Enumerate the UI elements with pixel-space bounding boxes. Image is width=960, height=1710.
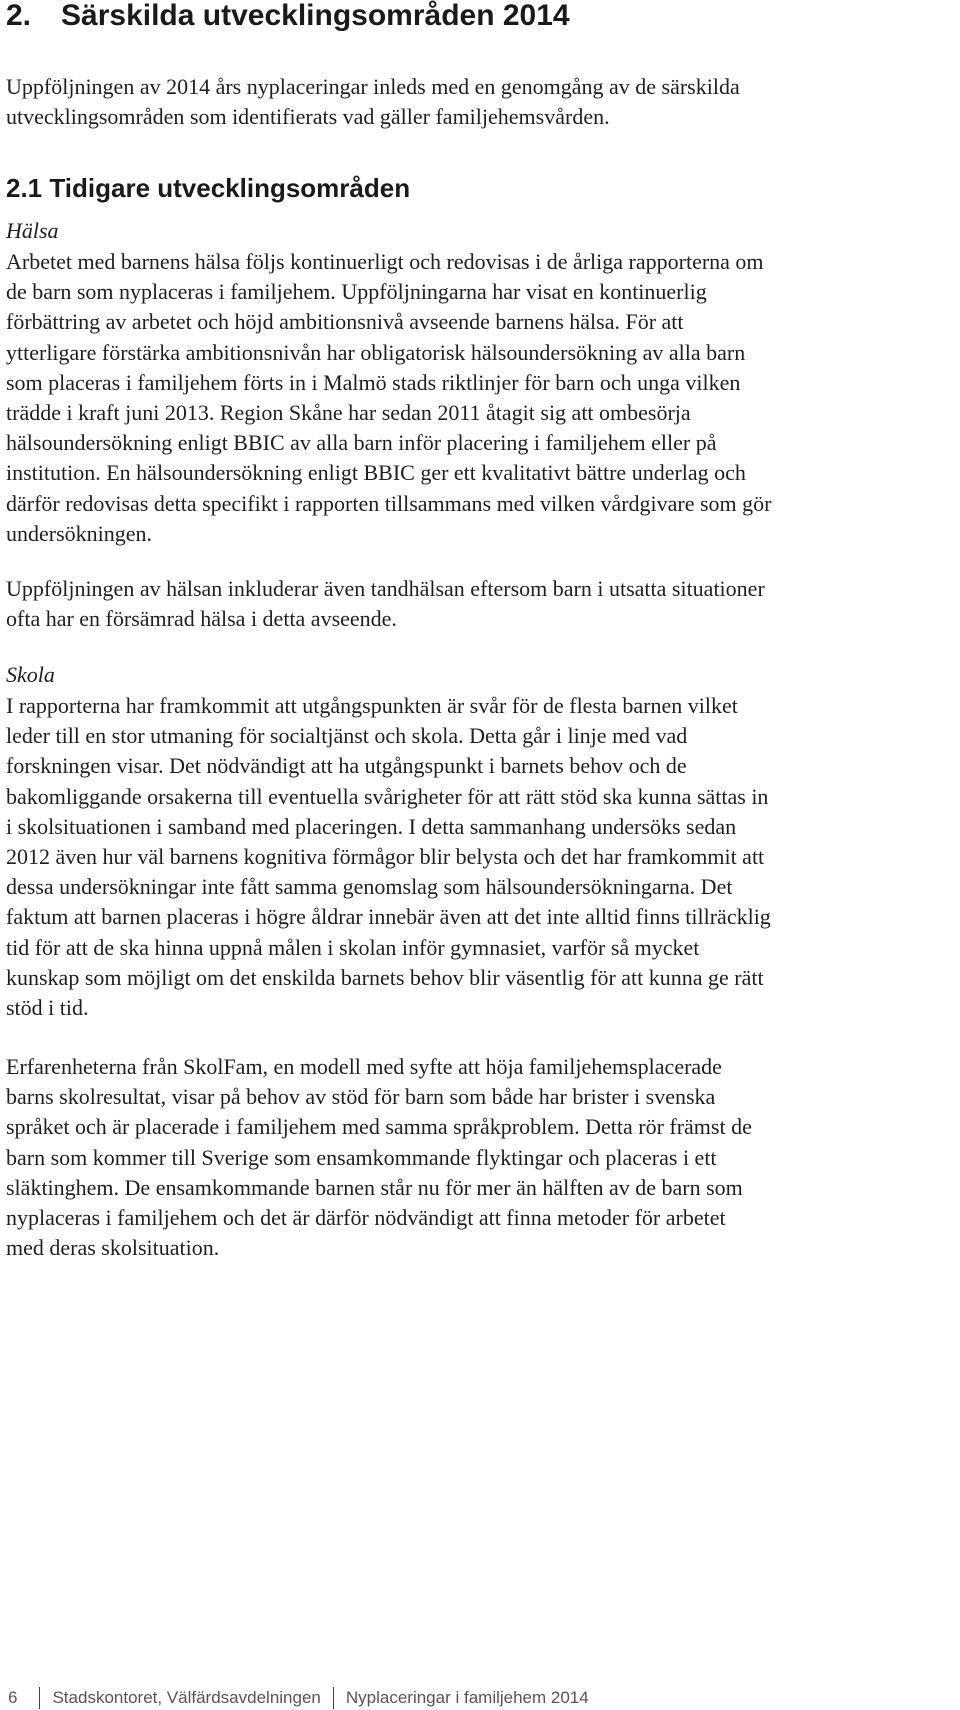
skola-paragraph-1	[6, 691, 771, 1023]
text-line: faktum att barnen placeras i högre åldrar innebär även att det inte alltid finns tillräcklig	[6, 904, 771, 930]
text-line: nyplaceras i familjehem och det är därför nödvändigt att finna metoder för arbetet	[6, 1205, 726, 1231]
text-line: leder till en stor utmaning för socialtjänst och skola. Detta går i linje med vad	[6, 723, 688, 749]
text-line: forskningen visar. Det nödvändigt att ha utgångspunkt i barnets behov och de	[6, 753, 687, 779]
text-line: institution. En hälsoundersökning enligt BBIC ger ett kvalitativt bättre underlag och	[6, 460, 746, 486]
text-line: I rapporterna har framkommit att utgångspunkten är svår för de flesta barnen vilket	[6, 693, 738, 718]
text-line: Erfarenheterna från SkolFam, en modell med syfte att höja familjehemsplacerade	[6, 1054, 722, 1079]
footer-divider	[333, 1687, 334, 1709]
footer-report-title: Nyplaceringar i familjehem 2014	[345, 1688, 589, 1707]
text-line: som placeras i familjehem förts in i Malmö stads riktlinjer för barn och unga vilken	[6, 369, 741, 395]
text-line: trädde i kraft juni 2013. Region Skåne har sedan 2011 åtagit sig att ombesörja	[6, 400, 691, 426]
text-line: Uppföljningen av 2014 års nyplaceringar inleds med en genomgång av de särskilda	[6, 74, 740, 99]
text-line: släktinghem. De ensamkommande barnen står nu för mer än hälften av de barn som	[6, 1174, 743, 1200]
text-line: barn som kommer till Sverige som ensamkommande flyktingar och placeras i ett	[6, 1144, 717, 1170]
text-line: ytterligare förstärka ambitionsnivån har obligatorisk hälsoundersökning av alla barn	[6, 339, 746, 365]
halsa-paragraph-2	[6, 574, 765, 634]
footer-organization: Stadskontoret, Välfärdsavdelningen	[52, 1688, 321, 1707]
text-line: förbättring av arbetet och höjd ambitionsnivå avseende barnens hälsa. För att	[6, 309, 684, 335]
text-line: utvecklingsområden som identifierats vad gäller familjehemsvården.	[6, 104, 610, 130]
text-line: språket och är placerade i familjehem med samma språkproblem. Detta rör främst de	[6, 1114, 752, 1140]
text-line: stöd i tid.	[6, 995, 89, 1021]
section-heading: 2. Särskilda utvecklingsområden 2014	[6, 0, 570, 32]
text-line: dessa undersökningar inte fått samma genomslag som hälsoundersökningarna. Det	[6, 874, 733, 900]
text-line: med deras skolsituation.	[6, 1235, 220, 1261]
text-line: kunskap som möjligt om det enskilda barnets behov blir väsentlig för att kunna ge rätt	[6, 964, 764, 990]
text-line: Uppföljningen av hälsan inkluderar även tandhälsan eftersom barn i utsatta situationer	[6, 576, 765, 601]
text-line: bakomliggande orsakerna till eventuella svårigheter för att rätt stöd ska kunna sättas in	[6, 783, 769, 809]
subsection-heading: 2.1 Tidigare utvecklingsområden	[6, 173, 411, 203]
text-line: Arbetet med barnens hälsa följs kontinuerligt och redovisas i de årliga rapporterna om	[6, 249, 764, 274]
intro-paragraph	[6, 72, 740, 132]
footer-divider	[39, 1687, 40, 1709]
text-line: undersökningen.	[6, 520, 153, 546]
text-line: i skolsituationen i samband med placeringen. I detta sammanhang undersöks sedan	[6, 813, 737, 839]
skola-heading: Skola	[6, 662, 55, 687]
text-line: hälsoundersökning enligt BBIC av alla barn inför placering i familjehem eller på	[6, 430, 717, 456]
text-line: barns skolresultat, visar på behov av stöd för barn som både har brister i svenska	[6, 1084, 716, 1110]
halsa-paragraph-1	[6, 247, 772, 549]
page-footer	[6, 1686, 589, 1710]
text-line: därför redovisas detta specifikt i rapporten tillsammans med vilken vårdgivare som gör	[6, 490, 772, 516]
text-line: ofta har en försämrad hälsa i detta avseende.	[6, 606, 397, 632]
halsa-heading: Hälsa	[6, 218, 59, 243]
text-line: tid för att de ska hinna uppnå målen i skolan inför gymnasiet, varför så mycket	[6, 934, 700, 960]
text-line: 2012 även hur väl barnens kognitiva förmågor blir belysta och det har framkommit att	[6, 844, 765, 870]
skola-paragraph-2	[6, 1052, 752, 1263]
text-line: de barn som nyplaceras i familjehem. Uppföljningarna har visat en kontinuerlig	[6, 279, 707, 305]
page-number: 6	[8, 1688, 18, 1707]
